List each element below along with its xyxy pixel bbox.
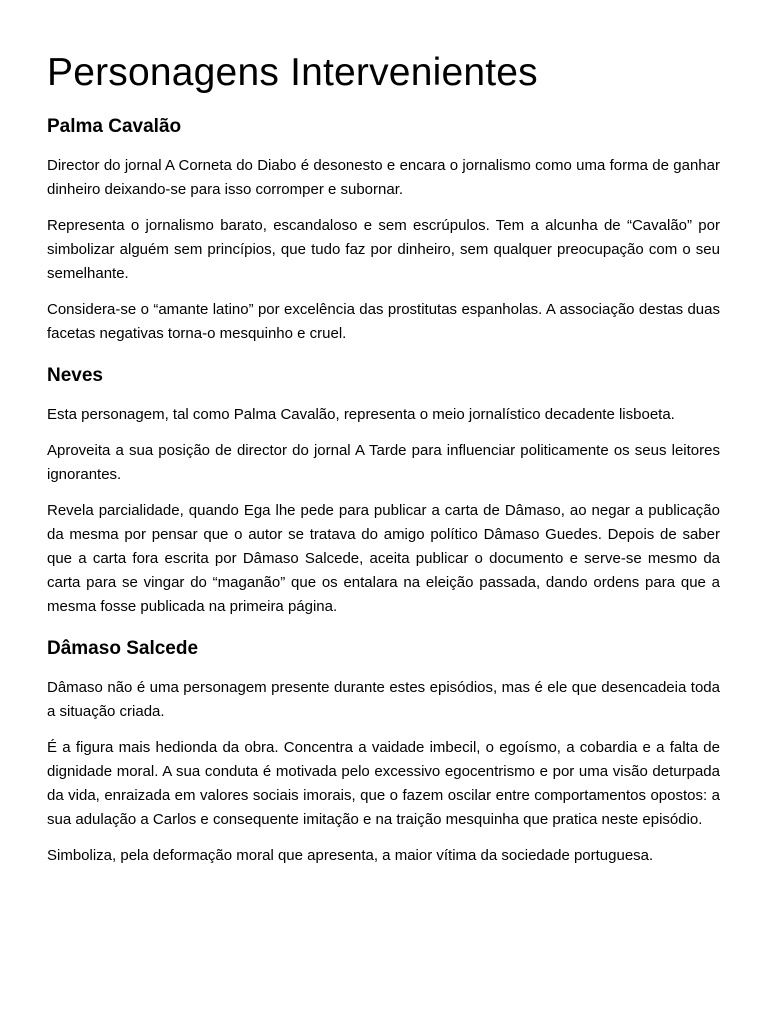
paragraph: Simboliza, pela deformação moral que apresenta, a maior vítima da sociedade portuguesa. [47, 847, 654, 864]
section-heading: Neves [47, 365, 103, 386]
section-heading: Dâmaso Salcede [47, 638, 199, 659]
paragraph: Esta personagem, tal como Palma Cavalão, representa o meio jornalístico decadente lisboeta. [47, 406, 675, 423]
paragraph: Considera-se o “amante latino” por excelência das prostitutas espanholas. A associação destas duas facetas negativas torna-o mesquinho e cruel. [47, 301, 720, 342]
section-heading: Palma Cavalão [47, 116, 182, 137]
paragraph: É a figura mais hedionda da obra. Concentra a vaidade imbecil, o egoísmo, a cobardia e a falta de dignidade moral. A sua conduta é motivada pelo excessivo egocentrismo e por uma visão deturpada da vida, enraizada em valores sociais imorais, que o fazem oscilar entre comportamentos opostos: a sua adulação a Carlos e consequente imitação e na traição mesquinha que pratica neste episódio. [47, 739, 720, 828]
paragraph: Revela parcialidade, quando Ega lhe pede para publicar a carta de Dâmaso, ao negar a publicação da mesma por pensar que o autor se tratava do amigo político Dâmaso Guedes. Depois de saber que a carta fora escrita por Dâmaso Salcede, aceita publicar o documento e serve-se mesmo da carta para se vingar do “maganão” que os entalara na eleição passada, dando ordens para que a mesma fosse publicada na primeira página. [47, 502, 720, 615]
page-title: Personagens Intervenientes [47, 51, 538, 94]
section-palma-cavalao [47, 115, 720, 346]
paragraph: Director do jornal A Corneta do Diabo é desonesto e encara o jornalismo como uma forma de ganhar dinheiro deixando-se para isso corromper e subornar. [47, 157, 720, 198]
paragraph: Representa o jornalismo barato, escandaloso e sem escrúpulos. Tem a alcunha de “Cavalão” por simbolizar alguém sem princípios, que tudo faz por dinheiro, sem qualquer preocupação com o seu semelhante. [47, 217, 720, 282]
section-damaso-salcede [47, 637, 720, 868]
paragraph: Dâmaso não é uma personagem presente durante estes episódios, mas é ele que desencadeia toda a situação criada. [47, 679, 720, 720]
section-neves [47, 364, 720, 619]
paragraph: Aproveita a sua posição de director do jornal A Tarde para influenciar politicamente os seus leitores ignorantes. [47, 442, 720, 483]
